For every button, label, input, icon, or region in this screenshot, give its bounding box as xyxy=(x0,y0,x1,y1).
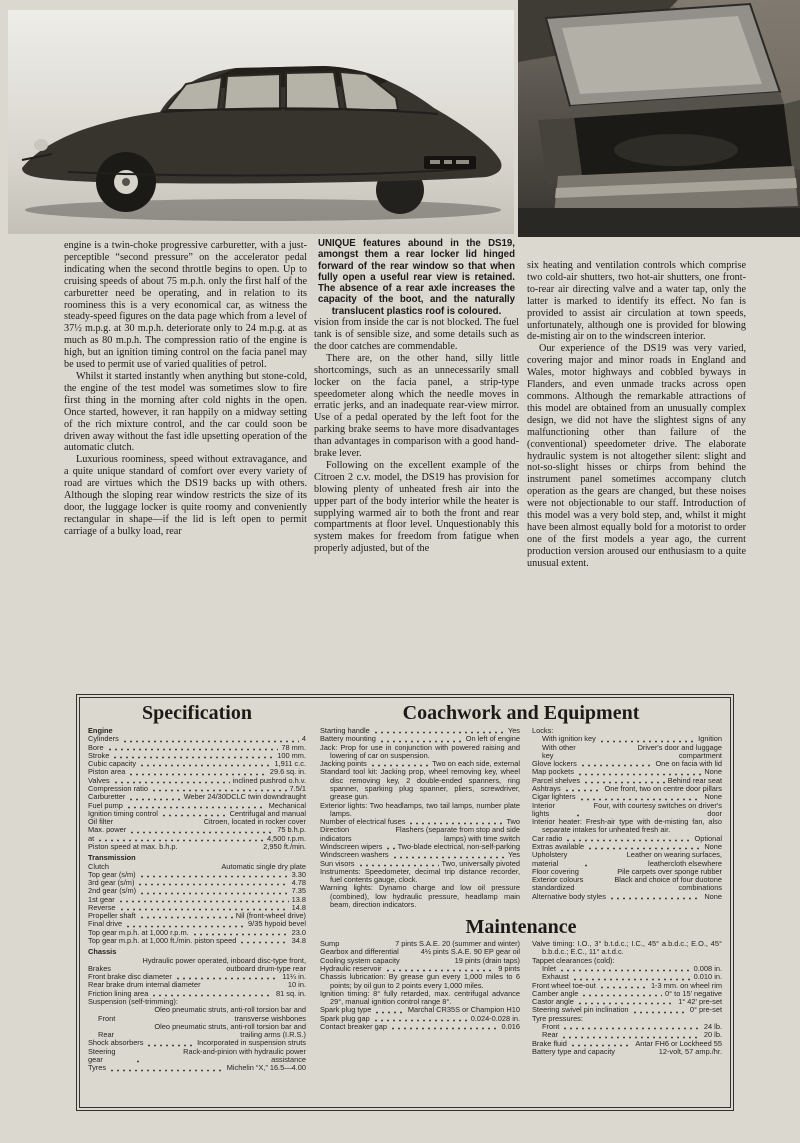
spec-label: Steering gear xyxy=(88,1046,116,1064)
spec-value: On left of engine xyxy=(465,734,520,744)
spec-label: Tyres xyxy=(88,1063,107,1073)
spec-label: Number of electrical fuses xyxy=(320,817,406,827)
spec-value: inclined pushrod o.h.v. xyxy=(232,775,306,785)
spec-label: Spark plug gap xyxy=(320,1013,370,1023)
spec-note: Chassis lubrication: By grease gun every 1,000 miles to 6 points; by oil gun to 2 points every 1,000 miles. xyxy=(320,972,520,990)
spec-note: Instruments: Speedometer, decimal trip distance recorder, fuel contents gauge, clock. xyxy=(320,866,520,885)
spec-label: Castor angle xyxy=(532,997,574,1007)
spec-value: 0.010 in. xyxy=(693,972,722,982)
spec-label: Glove lockers xyxy=(532,759,577,769)
dot-leader xyxy=(128,796,180,801)
spec-row xyxy=(320,826,520,843)
article-column-middle xyxy=(314,238,519,555)
dot-leader xyxy=(561,1034,701,1039)
spec-value: Yes xyxy=(507,850,520,860)
dot-leader xyxy=(374,1009,404,1014)
spec-label: Hydraulic reservoir xyxy=(320,964,382,974)
spec-value: 78 mm. xyxy=(281,742,306,752)
maintenance-right-column xyxy=(532,940,722,1056)
spec-row xyxy=(320,1023,520,1031)
spec-label: Final drive xyxy=(88,919,123,929)
spec-label: 2nd gear (s/m) xyxy=(88,886,137,896)
spec-value: One front, two on centre door pillars xyxy=(604,783,722,793)
spec-value: None xyxy=(704,841,722,851)
specification-title: Specification xyxy=(142,702,252,724)
car-side-illustration xyxy=(8,10,514,234)
spec-row xyxy=(532,893,722,901)
spec-label: Top gear (s/m) xyxy=(88,869,136,879)
spec-row xyxy=(532,1023,722,1031)
spec-label: Piston speed at max. b.h.p. xyxy=(88,841,178,851)
dot-leader xyxy=(139,762,271,767)
dot-leader xyxy=(572,976,691,981)
dot-leader xyxy=(135,1058,143,1063)
spec-value: 4,500 r.p.m. xyxy=(266,833,306,843)
dot-leader xyxy=(109,1067,224,1072)
spec-label: Bore xyxy=(88,742,104,752)
dot-leader xyxy=(392,854,505,859)
spec-row xyxy=(532,1048,722,1056)
article-column-right xyxy=(527,260,746,570)
spec-section-heading: Engine xyxy=(88,726,113,735)
spec-value: 0.008 in. xyxy=(693,964,722,974)
spec-label: 3rd gear (s/m) xyxy=(88,878,135,888)
dot-leader xyxy=(129,829,274,834)
spec-value: 12-volt, 57 amp./hr. xyxy=(658,1046,722,1056)
specification-panel xyxy=(76,694,734,1111)
spec-value: Four, with courtesy switches on driver's door xyxy=(593,800,722,818)
spec-label: Propeller shaft xyxy=(88,911,136,921)
maintenance-title: Maintenance xyxy=(465,916,577,939)
spec-label: Exhaust xyxy=(542,972,569,982)
spec-value: Optional xyxy=(694,833,722,843)
spec-value: 4½ pints S.A.E. 90 EP gear oil xyxy=(420,947,520,957)
spec-value: Oleo pneumatic struts, anti-roll torsion bar and trailing arms (I.R.S.) xyxy=(154,1021,306,1040)
spec-value: 34.8 xyxy=(291,936,306,946)
spec-label: Stroke xyxy=(88,750,110,760)
spec-label: Map pockets xyxy=(532,767,574,777)
spec-value: 75 b.h.p. xyxy=(277,825,306,835)
spec-label: Valves xyxy=(88,775,110,785)
spec-note: Interior heater: Fresh-air type with de-misting fan, also separate intakes for unheated fresh air. xyxy=(532,817,722,835)
spec-value: Incorporated in suspension struts xyxy=(197,1038,306,1048)
spec-value: 7.35 xyxy=(291,886,306,896)
dot-leader xyxy=(379,738,463,743)
specification-rows xyxy=(88,727,306,1073)
spec-value: 24 lb. xyxy=(703,1022,722,1031)
coachwork-left-column xyxy=(320,727,532,909)
spec-label: Interior lights xyxy=(532,800,556,818)
spec-group-label: Tyre pressures: xyxy=(532,1013,583,1023)
spec-value: 20 lb. xyxy=(703,1030,722,1040)
spec-value: 0.016 xyxy=(501,1022,520,1031)
coachwork-maintenance-area xyxy=(320,702,722,1105)
body-paragraph: Luxurious roominess, speed without extravagance, and a quite unique standard of comfort over every variety of road are virtues which the DS19 backs up with others. Although the sloping rear window restricts the size of its door, the luggage locker is quite roomy and conveniently rectangular in shape—if the lid is left open to permit carriage of a bulky load, rear xyxy=(64,454,307,537)
spec-label: Parcel shelves xyxy=(532,775,581,785)
spec-row xyxy=(532,744,722,761)
spec-label: Windscreen wipers xyxy=(320,841,383,851)
spec-value: Yes xyxy=(507,726,520,735)
maintenance-columns xyxy=(320,940,722,1056)
spec-group-label: Tappet clearances (cold): xyxy=(532,955,615,965)
spec-label: Carburetter xyxy=(88,792,126,802)
spec-label: Steering swivel pin inclination xyxy=(532,1005,629,1015)
dot-leader xyxy=(139,890,289,895)
dot-leader xyxy=(577,771,701,776)
number-plate xyxy=(424,156,476,169)
spec-label: Spark plug type xyxy=(320,1005,372,1015)
dot-leader xyxy=(562,1025,701,1030)
dot-leader xyxy=(580,762,653,767)
spec-label: Rear brake drum internal diameter xyxy=(88,980,201,990)
spec-label: Sump xyxy=(320,939,340,949)
spec-value: Hydraulic power operated, inboard disc-type front, outboard drum-type rear xyxy=(142,955,306,973)
spec-row xyxy=(532,876,722,893)
spec-value: Ignition xyxy=(698,734,722,744)
dot-leader xyxy=(390,1025,499,1030)
spec-label: Exterior colours standardized xyxy=(532,875,584,893)
photo-open-boot xyxy=(518,0,800,237)
spec-value: None xyxy=(704,891,722,901)
spec-value: 7 pints S.A.E. 20 (summer and winter) xyxy=(395,939,520,949)
spec-label: Front xyxy=(98,1013,116,1023)
spec-value: Pile carpets over sponge rubber xyxy=(617,866,722,876)
spec-label: Fuel pump xyxy=(88,800,123,810)
spec-row xyxy=(88,896,306,904)
spec-label: Car radio xyxy=(532,833,563,843)
spec-value: Weber 24/30DCLC twin downdraught xyxy=(183,792,306,802)
dot-leader xyxy=(137,881,288,886)
spec-label: Rear xyxy=(98,1030,115,1040)
spec-value: Black and choice of four duotone combinations xyxy=(614,875,722,893)
article-column-middle-text xyxy=(314,317,519,555)
spec-row xyxy=(88,735,306,743)
coachwork-columns xyxy=(320,727,722,909)
spec-label: Battery type and capacity xyxy=(532,1046,615,1056)
body-paragraph: six heating and ventilation controls which comprise two cold-air shutters, two hot-air shutters, one front-to-rear air directing valve and a water tap, only the latter is marked to identify its effect. No fan is provided to assist air circulation at town speeds, unfortunately, although one is provided for blowing de-misting air on to the windscreen interior. xyxy=(527,260,746,343)
spec-value: Nil (front-wheel drive) xyxy=(235,911,306,921)
spec-value: 3.30 xyxy=(291,869,306,879)
dot-leader xyxy=(581,992,662,997)
body-paragraph: vision from inside the car is not blocked. The fuel tank is of sensible size, and some details such as the door catches are commendable. xyxy=(314,317,519,352)
spec-label: Front wheel toe-out xyxy=(532,980,596,990)
dot-leader xyxy=(579,796,702,801)
spec-note: Exterior lights: Two headlamps, two tail lamps, number plate lamps. xyxy=(320,800,520,818)
coachwork-right-column xyxy=(532,727,722,909)
spec-value: Two on each side, external xyxy=(432,759,520,769)
spec-value: 9/35 hypoid bevel xyxy=(248,919,306,929)
spec-group-label: Suspension (self-trimming): xyxy=(88,997,178,1006)
spec-section-heading: Transmission xyxy=(88,853,136,863)
spec-value: Marchal CR35S or Champion H10 xyxy=(407,1005,520,1015)
spec-value: 1,911 c.c. xyxy=(274,759,306,769)
spec-row xyxy=(88,1048,306,1065)
body-paragraph: Our experience of the DS19 was very varied, covering major and minor roads in England and Wales, motor highways and cobbled byways in Flanders, and even unmade tracks across open commons. Although the remarkable attractions of this model are obtained from an unusually complex design, we did not have the slightest signs of any malfunctioning other than failure of the (conventional) speedometer drive. The elaborate hydraulic system is not altogether silent: slight and not-so-slight hisses or chirps from behind the instrument panel sometimes accompany clutch operation as the gears are changed, but these noises were not objectionable to our staff. Introduction of this model was a very bold step, and, whilst it might have been almost equally bold for a motorist to order one of the first models a year ago, the current production version aroused our enthusiasm to a quite unusual extent. xyxy=(527,343,746,569)
spec-value: Behind rear seat xyxy=(667,775,722,785)
spec-label: Alternative body styles xyxy=(532,891,606,901)
spec-value: 10 in. xyxy=(287,980,306,990)
spec-value: 4 xyxy=(301,734,306,744)
spec-value: Two, universally pivoted xyxy=(441,858,520,868)
spec-value: None xyxy=(704,792,722,802)
spec-section-heading: Chassis xyxy=(88,947,117,957)
spec-value: Antar FH6 or Lockheed 55 xyxy=(635,1038,722,1048)
dot-leader xyxy=(139,914,233,919)
spec-label: Upholstery material xyxy=(532,850,568,868)
spec-label: Brake fluid xyxy=(532,1038,567,1048)
spec-row xyxy=(532,851,722,868)
spec-value: 23.0 xyxy=(291,927,306,937)
dot-leader xyxy=(599,738,695,743)
spec-note: Standard tool kit: Jacking prop, wheel removing key, wheel disc removing key, 2 double-ended spanners, ring spanner, sparking plug spanner, pliers, screwdriver, grease gun. xyxy=(320,767,520,802)
spec-value: 19 pints (drain taps) xyxy=(454,955,520,965)
spec-label: Direction indicators xyxy=(320,825,352,843)
body-paragraph: There are, on the other hand, silly little shortcomings, such as an unnecessarily small locker on the facia panel, a strip-type speedometer along which the needle moves in erratic jerks, and an inadequate rear-view mirror. Use of a pedal operated by the left foot for the parking brake seems to have more disadvantages than advantages in comparison with a good hand-brake lever. xyxy=(314,352,519,460)
spec-row xyxy=(88,1064,306,1072)
spec-value: 81 sq. in. xyxy=(276,988,306,998)
spec-label: Front brake disc diameter xyxy=(88,972,172,982)
spec-value: 1° 42' pre-set xyxy=(678,997,722,1007)
spec-row xyxy=(532,802,722,819)
spec-value: 2,950 ft./min. xyxy=(263,841,306,851)
spec-row xyxy=(88,887,306,895)
dot-leader xyxy=(239,939,288,944)
spec-row xyxy=(88,744,306,752)
spec-value: 0° to 15' negative xyxy=(665,988,722,998)
spec-note: Warning lights: Dynamo charge and low oil pressure (combined), low hydraulic pressure, headlamp main beam, direction indicators. xyxy=(320,883,520,909)
spec-value: 4.78 xyxy=(291,878,306,888)
spec-label: Floor covering xyxy=(532,866,579,876)
coachwork-title: Coachwork and Equipment xyxy=(402,702,640,724)
spec-label: Ignition timing control xyxy=(88,808,158,818)
spec-value: Leather on wearing surfaces, leathercloth elsewhere xyxy=(626,850,722,868)
dot-leader xyxy=(583,862,591,867)
spec-note: Valve timing: I.O., 3° b.t.d.c.; I.C., 45° a.b.d.c.; E.O., 45° b.b.d.c.; E.C., 11° a.t.d.c. xyxy=(532,939,722,957)
spec-value: Two xyxy=(506,817,520,827)
dot-leader xyxy=(565,837,691,842)
spec-value: 100 mm. xyxy=(277,750,306,760)
maintenance-left-column xyxy=(320,940,532,1056)
spec-label: 1st gear xyxy=(88,894,115,904)
photo-caption: UNIQUE features abound in the DS19, amongst them a rear locker lid hinged forward of the rear window so that when fully open a useful rear view is retained. The absence of a rear axle increases the capacity of the boot, and the naturally translucent plastics roof is coloured. xyxy=(318,238,515,317)
spec-value: 13.8 xyxy=(291,894,306,904)
spec-note: Jack: Prop for use in conjunction with powered raising and lowering of car on suspension. xyxy=(320,742,520,760)
spec-value: Centrifugal and manual xyxy=(229,808,306,818)
spec-value: 7.5/1 xyxy=(289,783,306,793)
spec-row xyxy=(88,957,306,974)
spec-label: Max. power xyxy=(88,825,127,835)
spec-label: Cooling system capacity xyxy=(320,955,400,965)
spec-label: Extras available xyxy=(532,841,585,851)
spec-value: 9 pints xyxy=(498,964,520,974)
spec-value: 11¼ in. xyxy=(282,972,306,982)
dot-leader xyxy=(139,873,289,878)
spec-value: One on facia with lid xyxy=(655,759,722,769)
dot-leader xyxy=(146,1042,194,1047)
body-paragraph: Whilst it started instantly when anything but stone-cold, the engine of the test model was sometimes slow to fire first thing in the morning after cold nights in the open. Once started, however, it ran happily on a midway setting of the rich mixture control, and the car could soon be driven away without the fast idle upsetting operation of the automatic clutch. xyxy=(64,370,307,454)
open-boot-illustration xyxy=(518,0,800,237)
spec-label: Contact breaker gap xyxy=(320,1022,387,1031)
spec-label: Compression ratio xyxy=(88,783,148,793)
spec-label: With ignition key xyxy=(542,734,596,744)
spec-label: Cigar lighters xyxy=(532,792,576,802)
spec-label: Starting handle xyxy=(320,726,370,735)
body-paragraph: engine is a twin-choke progressive carburetter, with a just-perceptible “second pressure” on the accelerator pedal indicating when the second throttle begins to open. Up to cruising speeds of about 75 m.p.h. only the first half of the carburetter need be operating, and in relation to its roominess this is a very economical car, as witness the steady-speed figures on the data page which from a level of 37½ m.p.g. at 30 m.p.h. deteriorate only to 24 m.p.g. at as much as 80 m.p.h. The compression ratio of the engine is high, but an ignition timing control on the facia panel may be used to permit use of varied qualities of petrol. xyxy=(64,240,307,371)
dot-leader xyxy=(632,1009,687,1014)
spec-label: Friction lining area xyxy=(88,988,149,998)
spec-label: With other key xyxy=(542,742,576,760)
body-paragraph: Following on the excellent example of the Citroen 2 c.v. model, the DS19 has provision for blowing plenty of unheated fresh air into the upper part of the body interior while the heater is supplying warmed air to both the front and rear compartments at floor level. Unquestionably this system makes for freedom from fatigue when properly adjusted, but of the xyxy=(314,459,519,555)
spec-label: Camber angle xyxy=(532,988,579,998)
dot-leader xyxy=(118,898,289,903)
spec-value: 29.6 sq. in. xyxy=(269,767,306,777)
spec-value: Driver's door and luggage compartment xyxy=(637,742,722,760)
spec-label: Cylinders xyxy=(88,734,119,744)
spec-label: Cubic capacity xyxy=(88,759,137,769)
spec-group-label: Locks: xyxy=(532,726,554,735)
dot-leader xyxy=(559,967,691,972)
spec-label: Reverse xyxy=(88,902,116,912)
spec-row xyxy=(88,843,306,851)
dot-leader xyxy=(609,895,701,900)
dot-leader xyxy=(599,984,648,989)
spec-value: Mechanical xyxy=(268,800,306,810)
spec-value: 14.8 xyxy=(291,902,306,912)
spec-row xyxy=(88,1023,306,1040)
dot-leader xyxy=(112,754,274,759)
spec-note: Ignition timing: 8° fully retarded, max. centrifugal advance 29°, manual ignition control range 8°. xyxy=(320,988,520,1007)
dot-leader xyxy=(125,923,245,928)
spec-value: Rack-and-pinion with hydraulic power assistance xyxy=(183,1046,306,1064)
spec-row xyxy=(88,937,306,945)
spec-label: Windscreen washers xyxy=(320,850,389,860)
spec-value: Oleo pneumatic struts, anti-roll torsion bar and transverse wishbones xyxy=(154,1005,306,1023)
spec-value: 0° pre-set xyxy=(689,1005,722,1015)
spec-value: Flashers (separate from stop and side lamps) with time switch xyxy=(395,825,520,843)
spec-label: Sun visors xyxy=(320,858,355,868)
spec-value: 1-3 mm. on wheel rim xyxy=(650,980,722,990)
spec-label: Inlet xyxy=(542,964,556,974)
dot-leader xyxy=(107,746,279,751)
spec-value: None xyxy=(704,767,722,777)
spec-value: Citroen, located in rocker cover xyxy=(203,817,306,827)
spec-label: Top gear m.p.h. at 1,000 r.p.m. xyxy=(88,927,189,937)
spec-value: Automatic single dry plate xyxy=(221,861,306,871)
dot-leader xyxy=(122,738,299,743)
specification-column xyxy=(88,702,320,1105)
spec-label: Gearbox and differential xyxy=(320,947,399,957)
spec-label: Brakes xyxy=(88,963,112,973)
spec-value: Michelin “X,” 16.5—4.00 xyxy=(226,1063,306,1073)
spec-value: 0.024-0.028 in. xyxy=(470,1013,520,1023)
spec-label: Top gear m.p.h. at 1,000 ft./min. piston speed xyxy=(88,936,237,946)
spec-label: Shock absorbers xyxy=(88,1038,144,1048)
photo-car-side-view xyxy=(8,10,514,234)
article-column-left xyxy=(64,240,307,538)
spec-label: Ashtrays xyxy=(532,783,561,793)
spec-label: Oil filter xyxy=(88,817,114,827)
spec-label: Rear xyxy=(542,1030,559,1040)
spec-label: Clutch xyxy=(88,861,109,871)
spec-label: at xyxy=(88,833,95,843)
spec-value: Two-blade electrical, non-self-parking xyxy=(397,841,520,851)
spec-label: Piston area xyxy=(88,767,126,777)
spec-row xyxy=(88,1006,306,1023)
spec-label: Front xyxy=(542,1022,560,1031)
dot-leader xyxy=(128,771,266,776)
spec-label: Battery mounting xyxy=(320,734,376,744)
spec-label: Jacking points xyxy=(320,759,367,769)
